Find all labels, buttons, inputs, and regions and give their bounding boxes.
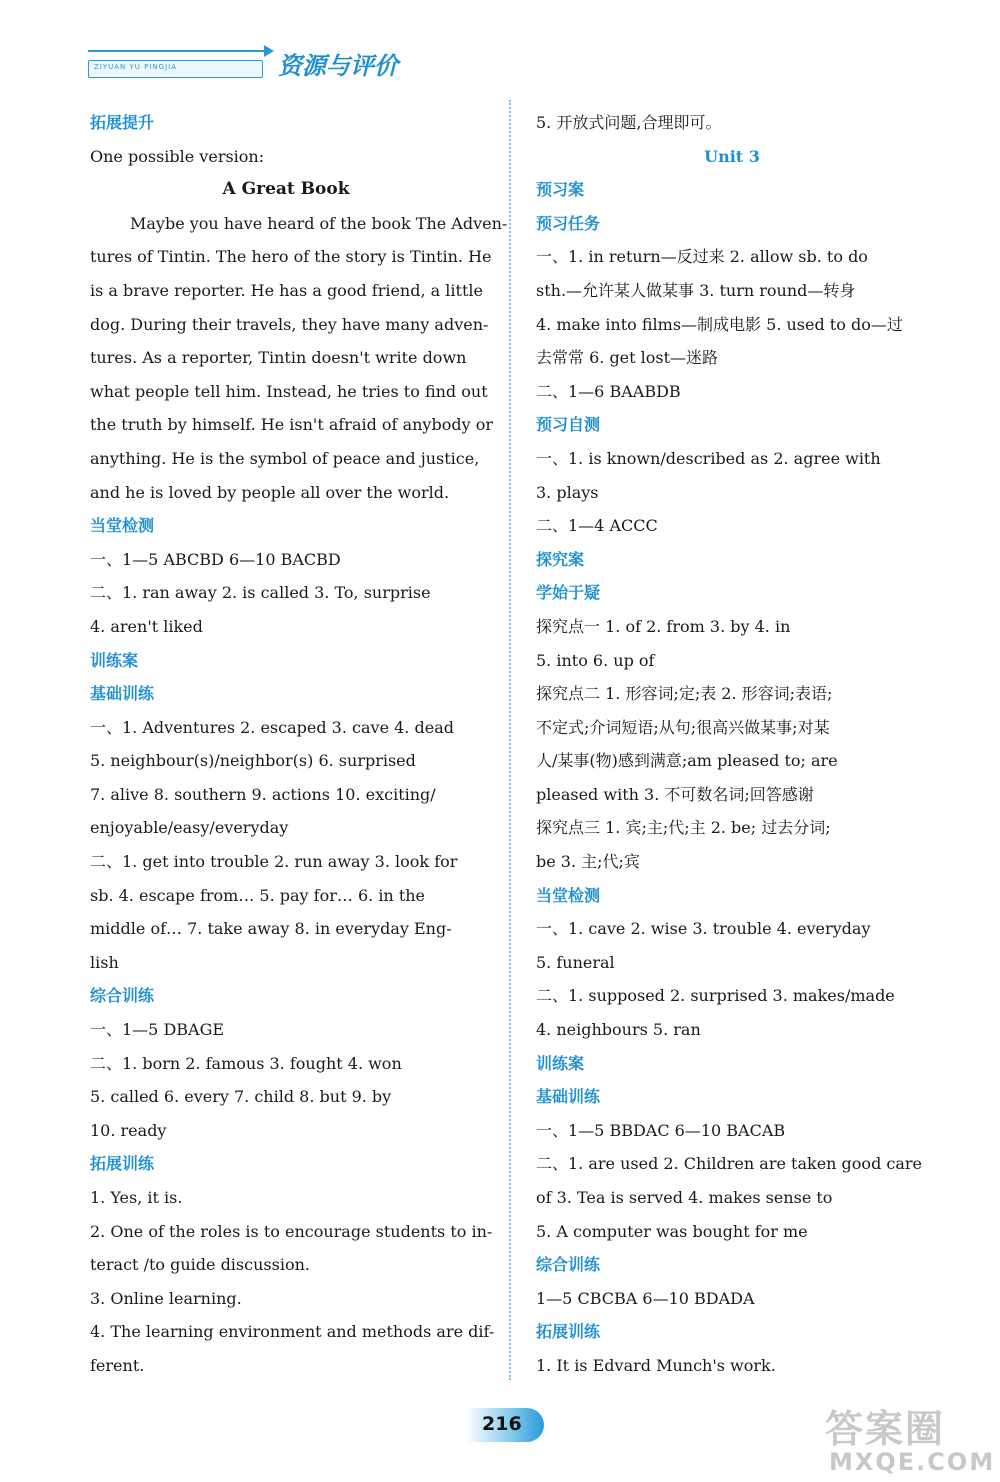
- answer-line: 3. Online learning.: [90, 1288, 242, 1308]
- answer-line: sth.—允许某人做某事 3. turn round—转身: [536, 280, 856, 300]
- essay-body: [90, 207, 508, 509]
- answer-line: teract /to guide discussion.: [90, 1255, 310, 1275]
- answer-line: 一、1—5 DBAGE: [90, 1020, 225, 1040]
- answer-line: 探究点二 1. 形容词;定;表 2. 形容词;表语;: [536, 684, 833, 704]
- answer-line: 一、1. cave 2. wise 3. trouble 4. everyday: [536, 919, 871, 939]
- heading-expand: 拓展提升: [90, 113, 155, 132]
- answer-line: be 3. 主;代;宾: [536, 852, 640, 872]
- answer-line: 5. neighbour(s)/neighbor(s) 6. surprised: [90, 751, 416, 771]
- essay-line: tures. As a reporter, Tintin doesn't write down: [90, 348, 467, 368]
- answer-line: 4. neighbours 5. ran: [536, 1020, 701, 1040]
- heading-class-check: 当堂检测: [90, 516, 155, 536]
- watermark: [825, 1398, 997, 1478]
- heading-extension: 拓展训练: [90, 1154, 155, 1174]
- header-arrow-line: [88, 50, 266, 52]
- answer-line: ferent.: [90, 1355, 145, 1375]
- heading-preview: 预习案: [536, 180, 585, 200]
- heading-training: 训练案: [90, 650, 139, 670]
- header-title: 资源与评价: [278, 52, 398, 80]
- answer-line: 一、1. is known/described as 2. agree with: [536, 448, 881, 468]
- answer-line: enjoyable/easy/everyday: [90, 818, 289, 838]
- answer-line: of 3. Tea is served 4. makes sense to: [536, 1188, 833, 1207]
- answer-line: pleased with 3. 不可数名词;回答感谢: [536, 784, 814, 804]
- heading-comprehensive: 综合训练: [536, 1255, 601, 1275]
- answer-line: sb. 4. escape from… 5. pay for… 6. in the: [90, 885, 426, 905]
- right-column: [536, 106, 928, 1383]
- answer-line: 5. A computer was bought for me: [536, 1221, 808, 1241]
- answer-line: 人/某事(物)感到满意;am pleased to; are: [536, 751, 838, 771]
- essay-line: what people tell him. Instead, he tries to find out: [90, 381, 488, 401]
- heading-basic: 基础训练: [90, 684, 155, 704]
- heading-class-check: 当堂检测: [536, 885, 601, 905]
- answer-line: lish: [90, 952, 119, 972]
- essay-line: is a brave reporter. He has a good friend, a little: [90, 280, 483, 300]
- answer-line: 1—5 CBCBA 6—10 BDADA: [536, 1288, 755, 1308]
- essay-line: dog. During their travels, they have many adven-: [90, 314, 489, 334]
- header-bar-text: ZIYUAN YU PINGJIA: [94, 63, 177, 71]
- heading-training: 训练案: [536, 1053, 585, 1073]
- answer-line: 7. alive 8. southern 9. actions 10. exciting/: [90, 784, 436, 804]
- answer-line: 探究点一 1. of 2. from 3. by 4. in: [536, 616, 791, 636]
- answer-line: 4. aren't liked: [90, 616, 203, 636]
- heading-comprehensive: 综合训练: [90, 986, 155, 1006]
- header-arrowhead-icon: [264, 45, 274, 57]
- answer-line: 一、1. Adventures 2. escaped 3. cave 4. dead: [90, 717, 454, 737]
- answer-line: 一、1. in return—反过来 2. allow sb. to do: [536, 247, 868, 267]
- answer-line: 5. funeral: [536, 952, 615, 972]
- possible-version: One possible version:: [90, 146, 265, 166]
- heading-explore: 探究案: [536, 549, 585, 569]
- column-divider: [509, 100, 511, 1380]
- heading-extension: 拓展训练: [536, 1322, 601, 1342]
- heading-learn: 学始于疑: [536, 583, 601, 603]
- answer-line: 去常常 6. get lost—迷路: [536, 348, 719, 368]
- answer-line: middle of… 7. take away 8. in everyday Eng-: [90, 919, 452, 939]
- answer-line: 二、1—6 BAABDB: [536, 381, 681, 401]
- unit-title: Unit 3: [704, 146, 760, 166]
- answer-line: 2. One of the roles is to encourage students to in-: [90, 1221, 493, 1241]
- essay-line: tures of Tintin. The hero of the story is Tintin. He: [90, 247, 492, 267]
- heading-preview-test: 预习自测: [536, 415, 601, 435]
- watermark-logo: 答案圈: [825, 1407, 946, 1451]
- answer-line: 二、1. born 2. famous 3. fought 4. won: [90, 1053, 402, 1073]
- answer-line: 二、1—4 ACCC: [536, 516, 658, 536]
- answer-line: 5. into 6. up of: [536, 650, 655, 670]
- page-number-badge: [466, 1408, 544, 1442]
- answer-line: 1. It is Edvard Munch's work.: [536, 1355, 776, 1375]
- essay-line: the truth by himself. He isn't afraid of anybody or: [90, 415, 493, 435]
- page-number: 216: [482, 1413, 522, 1435]
- answer-line: 4. The learning environment and methods are dif-: [90, 1322, 495, 1342]
- answer-line: 一、1—5 ABCBD 6—10 BACBD: [90, 549, 341, 569]
- answer-line: 5. called 6. every 7. child 8. but 9. by: [90, 1087, 392, 1107]
- left-column: [90, 106, 508, 1383]
- answer-line: 二、1. supposed 2. surprised 3. makes/made: [536, 986, 895, 1006]
- answer-line: 5. 开放式问题,合理即可。: [536, 113, 722, 132]
- essay-line: Maybe you have heard of the book The Adven-: [130, 213, 508, 233]
- answer-line: 3. plays: [536, 482, 599, 502]
- answer-line: 10. ready: [90, 1120, 167, 1140]
- answer-line: 1. Yes, it is.: [90, 1188, 183, 1207]
- essay-line: anything. He is the symbol of peace and justice,: [90, 448, 480, 468]
- essay-line: and he is loved by people all over the world.: [90, 482, 450, 502]
- answer-line: 4. make into films—制成电影 5. used to do—过: [536, 314, 903, 334]
- answer-line: 不定式;介词短语;从句;很高兴做某事;对某: [536, 717, 830, 737]
- answer-line: 探究点三 1. 宾;主;代;主 2. be; 过去分词;: [536, 818, 831, 838]
- essay-title: A Great Book: [222, 179, 350, 200]
- answer-line: 二、1. get into trouble 2. run away 3. look for: [90, 852, 458, 872]
- heading-preview-task: 预习任务: [536, 213, 601, 233]
- watermark-url: MXQE.COM: [829, 1448, 996, 1476]
- answer-line: 二、1. ran away 2. is called 3. To, surprise: [90, 583, 431, 603]
- answer-line: 二、1. are used 2. Children are taken good care: [536, 1154, 923, 1174]
- answer-line: 一、1—5 BBDAC 6—10 BACAB: [536, 1120, 786, 1140]
- heading-basic: 基础训练: [536, 1087, 601, 1107]
- page-header: [88, 44, 398, 80]
